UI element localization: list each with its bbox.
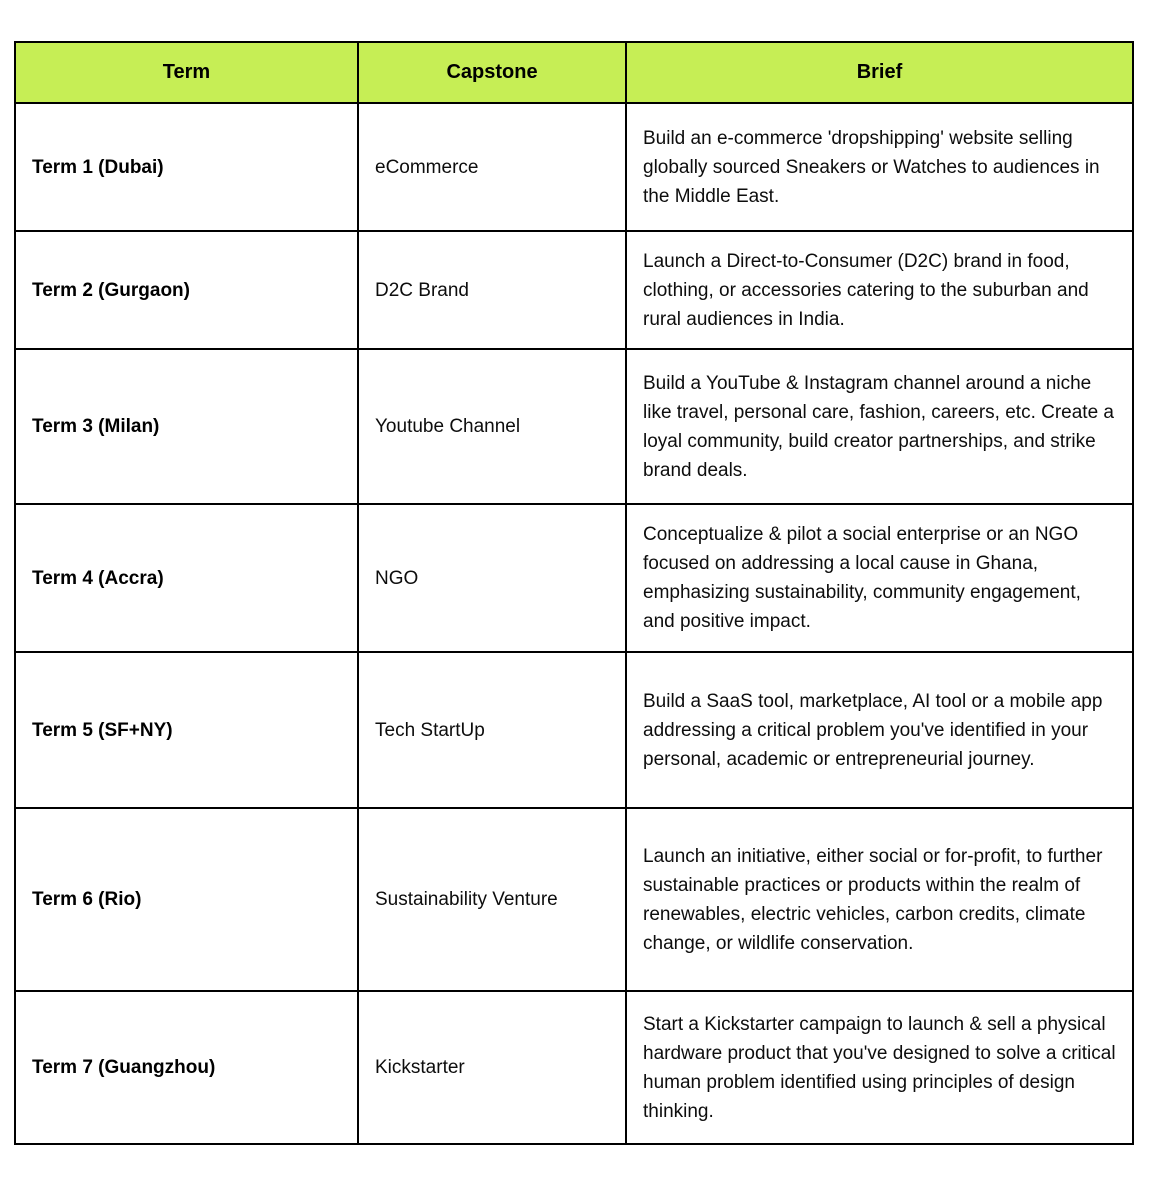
column-header-brief: Brief [626, 42, 1133, 103]
table-row [15, 504, 1133, 652]
table-row [15, 349, 1133, 504]
capstone-cell: Tech StartUp [358, 652, 626, 808]
column-header-capstone: Capstone [358, 42, 626, 103]
capstone-cell: Youtube Channel [358, 349, 626, 504]
term-cell: Term 5 (SF+NY) [15, 652, 358, 808]
table-row [15, 652, 1133, 808]
table-row [15, 991, 1133, 1144]
capstone-cell: Sustainability Venture [358, 808, 626, 991]
term-cell: Term 7 (Guangzhou) [15, 991, 358, 1144]
term-cell: Term 3 (Milan) [15, 349, 358, 504]
brief-cell: Start a Kickstarter campaign to launch & sell a physical hardware product that you've designed to solve a critical human problem identified using principles of design thinking. [626, 991, 1133, 1144]
brief-cell: Build a YouTube & Instagram channel around a niche like travel, personal care, fashion, careers, etc. Create a loyal community, build creator partnerships, and strike brand deals. [626, 349, 1133, 504]
column-header-term: Term [15, 42, 358, 103]
capstone-table [14, 41, 1134, 1145]
capstone-cell: NGO [358, 504, 626, 652]
capstone-cell: D2C Brand [358, 231, 626, 349]
brief-cell: Build a SaaS tool, marketplace, AI tool or a mobile app addressing a critical problem you've identified in your personal, academic or entrepreneurial journey. [626, 652, 1133, 808]
brief-cell: Launch a Direct-to-Consumer (D2C) brand in food, clothing, or accessories catering to the suburban and rural audiences in India. [626, 231, 1133, 349]
table-row [15, 808, 1133, 991]
term-cell: Term 2 (Gurgaon) [15, 231, 358, 349]
term-cell: Term 1 (Dubai) [15, 103, 358, 231]
brief-cell: Build an e-commerce 'dropshipping' website selling globally sourced Sneakers or Watches to audiences in the Middle East. [626, 103, 1133, 231]
capstone-cell: Kickstarter [358, 991, 626, 1144]
term-cell: Term 4 (Accra) [15, 504, 358, 652]
brief-cell: Launch an initiative, either social or for-profit, to further sustainable practices or products within the realm of renewables, electric vehicles, carbon credits, climate change, or wildlife conservation. [626, 808, 1133, 991]
capstone-cell: eCommerce [358, 103, 626, 231]
table-row [15, 231, 1133, 349]
term-cell: Term 6 (Rio) [15, 808, 358, 991]
brief-cell: Conceptualize & pilot a social enterprise or an NGO focused on addressing a local cause in Ghana, emphasizing sustainability, community engagement, and positive impact. [626, 504, 1133, 652]
table-row [15, 103, 1133, 231]
table-header-row [15, 42, 1133, 103]
